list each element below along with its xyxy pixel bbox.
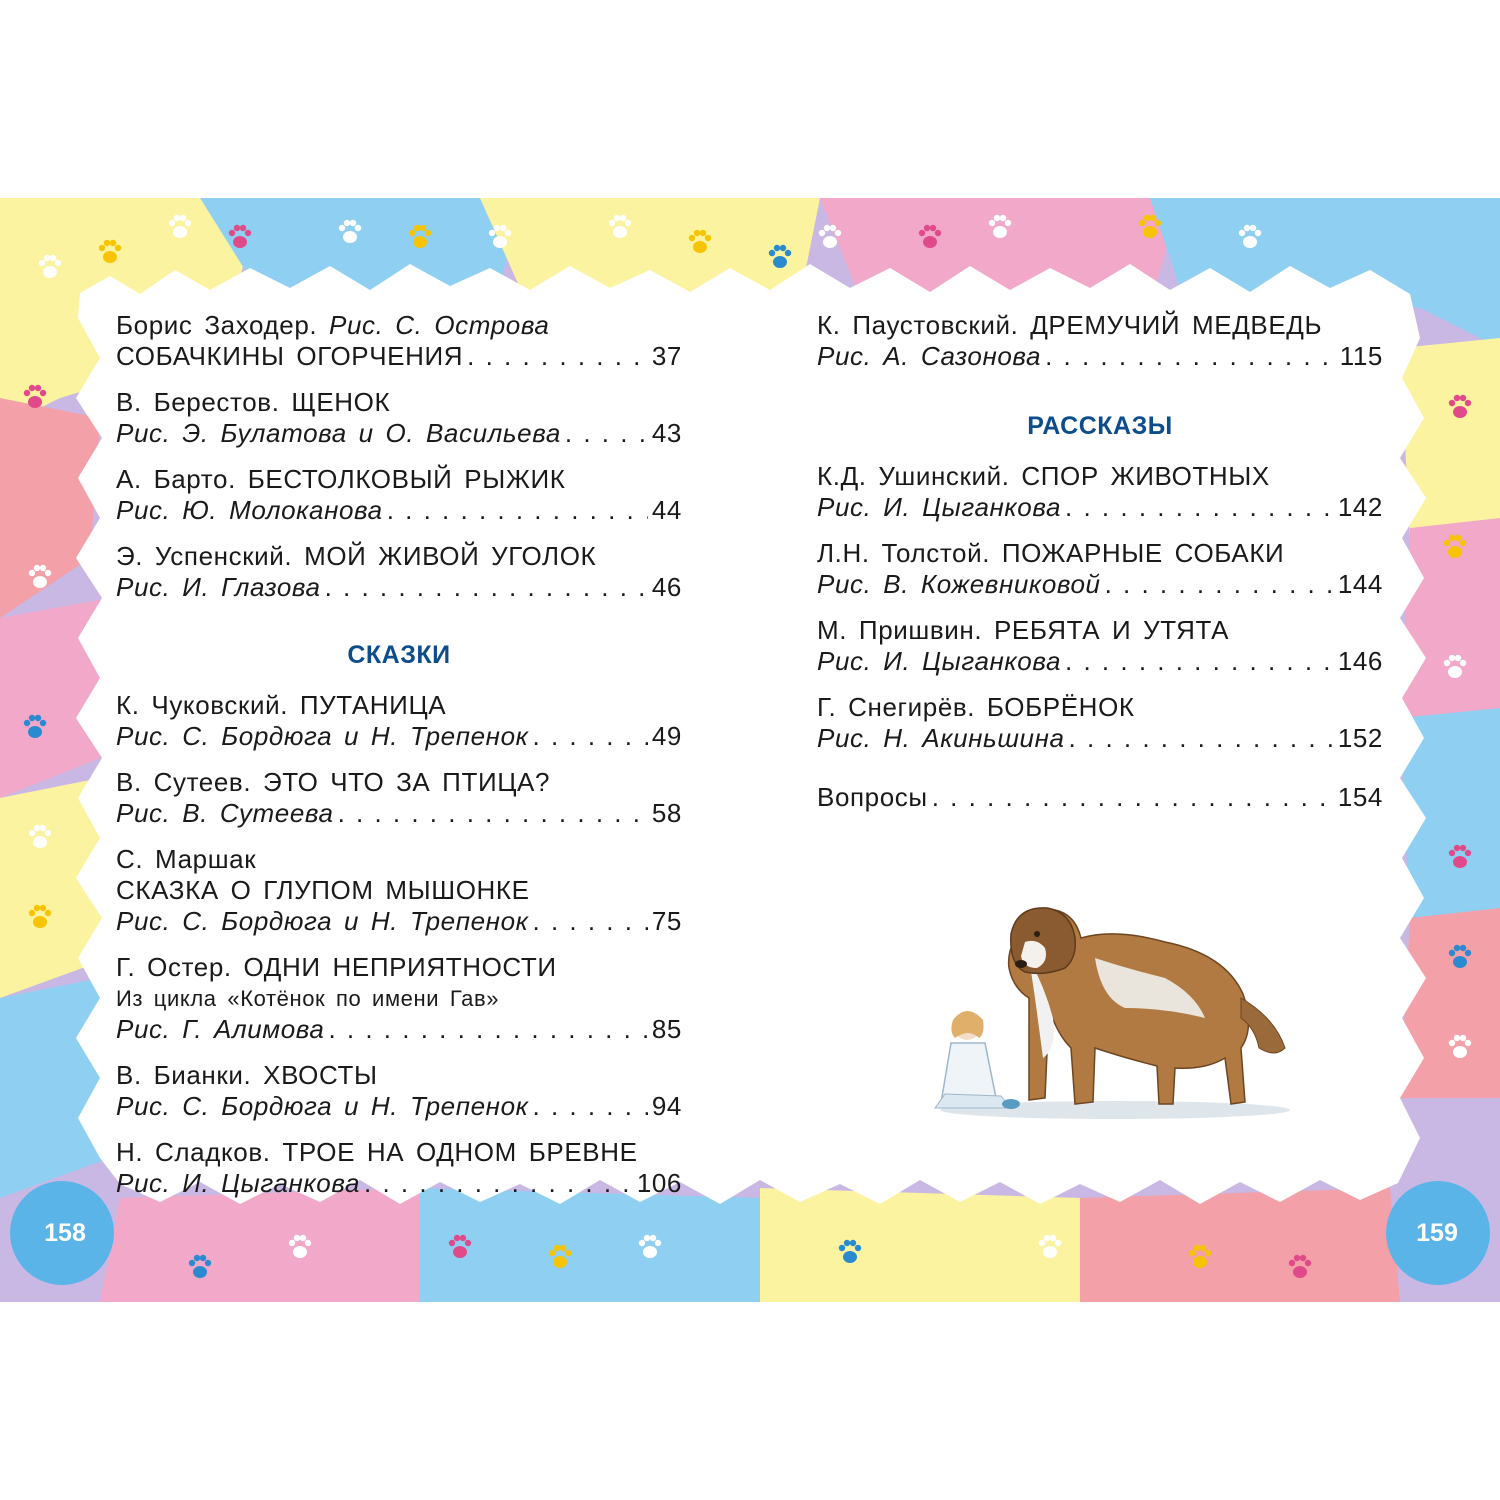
toc-illustrator: Рис. С. Бордюга и Н. Трепенок	[116, 721, 529, 751]
toc-entry[interactable]	[116, 767, 682, 829]
toc-page: 37	[651, 341, 682, 371]
toc-page: 46	[651, 572, 682, 602]
dog-body	[1009, 908, 1285, 1104]
toc-right-column	[817, 310, 1383, 828]
leader-dots	[533, 1091, 648, 1122]
toc-entry[interactable]	[116, 387, 682, 449]
toc-heading: К.Д. Ушинский. СПОР ЖИВОТНЫХ	[817, 461, 1270, 491]
leader-dots	[533, 721, 648, 752]
leader-dots	[932, 782, 1334, 813]
toc-entry[interactable]	[116, 1137, 682, 1199]
toc-illustrator: Рис. И. Глазова	[116, 572, 321, 602]
toc-heading: Н. Сладков. ТРОЕ НА ОДНОМ БРЕВНЕ	[116, 1137, 638, 1167]
toc-heading: В. Бианки. ХВОСТЫ	[116, 1060, 378, 1090]
section-title-rasskazy: РАССКАЗЫ	[1027, 412, 1173, 440]
toc-entry[interactable]	[817, 538, 1383, 600]
toc-left-column	[116, 310, 682, 1214]
leader-dots	[1069, 723, 1334, 754]
toc-heading: В. Берестов. ЩЕНОК	[116, 387, 391, 417]
toc-heading: Г. Снегирёв. БОБРЁНОК	[817, 692, 1135, 722]
toc-illustrator: Рис. А. Сазонова	[817, 341, 1042, 371]
toc-page: 152	[1337, 723, 1383, 753]
toc-entry-questions[interactable]	[817, 782, 1383, 813]
leader-dots	[338, 798, 648, 829]
toc-entry[interactable]	[116, 690, 682, 752]
dog-illustration	[925, 898, 1293, 1122]
toc-entry[interactable]	[817, 615, 1383, 677]
toc-heading: К. Чуковский. ПУТАНИЦА	[116, 690, 447, 720]
toc-page: 115	[1339, 341, 1383, 371]
toc-illustrator: Рис. В. Сутеева	[116, 798, 334, 828]
section-title-skazki: СКАЗКИ	[347, 641, 451, 669]
toc-illustrator: Рис. В. Кожевниковой	[817, 569, 1101, 599]
toc-page: 49	[651, 721, 682, 751]
toc-questions-label: Вопросы	[817, 782, 928, 812]
toc-page: 75	[651, 906, 682, 936]
toc-illustrator: Рис. С. Бордюга и Н. Трепенок	[116, 1091, 529, 1121]
leader-dots	[467, 341, 648, 372]
toc-page: 94	[651, 1091, 682, 1121]
doll-illustration	[935, 1011, 1020, 1109]
toc-page: 85	[651, 1014, 682, 1044]
leader-dots	[364, 1168, 633, 1199]
toc-author: Борис Заходер.	[116, 310, 318, 340]
toc-heading: С. Маршак	[116, 844, 257, 874]
toc-page: 142	[1337, 492, 1383, 522]
toc-heading: М. Пришвин. РЕБЯТА И УТЯТА	[817, 615, 1230, 645]
leader-dots	[1065, 492, 1334, 523]
toc-heading: Э. Успенский. МОЙ ЖИВОЙ УГОЛОК	[116, 541, 597, 571]
toc-illustrator: Рис. С. Острова	[329, 310, 550, 340]
toc-page: 106	[636, 1168, 682, 1198]
leader-dots	[1105, 569, 1334, 600]
toc-heading: В. Сутеев. ЭТО ЧТО ЗА ПТИЦА?	[116, 767, 551, 797]
toc-note: Из цикла «Котёнок по имени Гав»	[116, 986, 500, 1011]
toc-entry[interactable]	[817, 461, 1383, 523]
leader-dots	[533, 906, 648, 937]
toc-entry[interactable]	[116, 310, 682, 372]
toc-entry[interactable]	[817, 692, 1383, 754]
toc-illustrator: Рис. Ю. Молоканова	[116, 495, 383, 525]
toc-entry[interactable]	[116, 464, 682, 526]
leader-dots	[1045, 341, 1336, 372]
toc-illustrator: Рис. И. Цыганкова	[116, 1168, 361, 1198]
leader-dots	[565, 418, 648, 449]
page-number-left: 158	[44, 1218, 86, 1247]
toc-page: 144	[1337, 569, 1383, 599]
toc-page: 154	[1337, 782, 1383, 812]
toc-entry[interactable]	[817, 310, 1383, 372]
toc-illustrator: Рис. С. Бордюга и Н. Трепенок	[116, 906, 529, 936]
leader-dots	[1065, 646, 1334, 677]
toc-page: 43	[651, 418, 682, 448]
toc-entry[interactable]	[116, 1060, 682, 1122]
leader-dots	[325, 572, 648, 603]
toc-illustrator: Рис. Г. Алимова	[116, 1014, 325, 1044]
toc-heading: Г. Остер. ОДНИ НЕПРИЯТНОСТИ	[116, 952, 557, 982]
page-number-right: 159	[1416, 1218, 1458, 1247]
leader-dots	[328, 1014, 647, 1045]
toc-heading-2: СКАЗКА О ГЛУПОМ МЫШОНКЕ	[116, 875, 530, 905]
toc-illustrator: Рис. И. Цыганкова	[817, 492, 1062, 522]
toc-heading: Л.Н. Толстой. ПОЖАРНЫЕ СОБАКИ	[817, 538, 1285, 568]
toc-entry[interactable]	[116, 952, 682, 1045]
toc-illustrator: Рис. Э. Булатова и О. Васильева	[116, 418, 561, 448]
toc-title: СОБАЧКИНЫ ОГОРЧЕНИЯ	[116, 341, 464, 371]
toc-entry[interactable]	[116, 541, 682, 603]
toc-entry[interactable]	[116, 844, 682, 937]
toc-heading: А. Барто. БЕСТОЛКОВЫЙ РЫЖИК	[116, 464, 566, 494]
toc-page: 58	[651, 798, 682, 828]
toc-page: 146	[1337, 646, 1383, 676]
toc-page: 44	[651, 495, 682, 525]
leader-dots	[387, 495, 648, 526]
toc-illustrator: Рис. Н. Акиньшина	[817, 723, 1065, 753]
toc-heading: К. Паустовский. ДРЕМУЧИЙ МЕДВЕДЬ	[817, 310, 1323, 340]
toc-illustrator: Рис. И. Цыганкова	[817, 646, 1062, 676]
